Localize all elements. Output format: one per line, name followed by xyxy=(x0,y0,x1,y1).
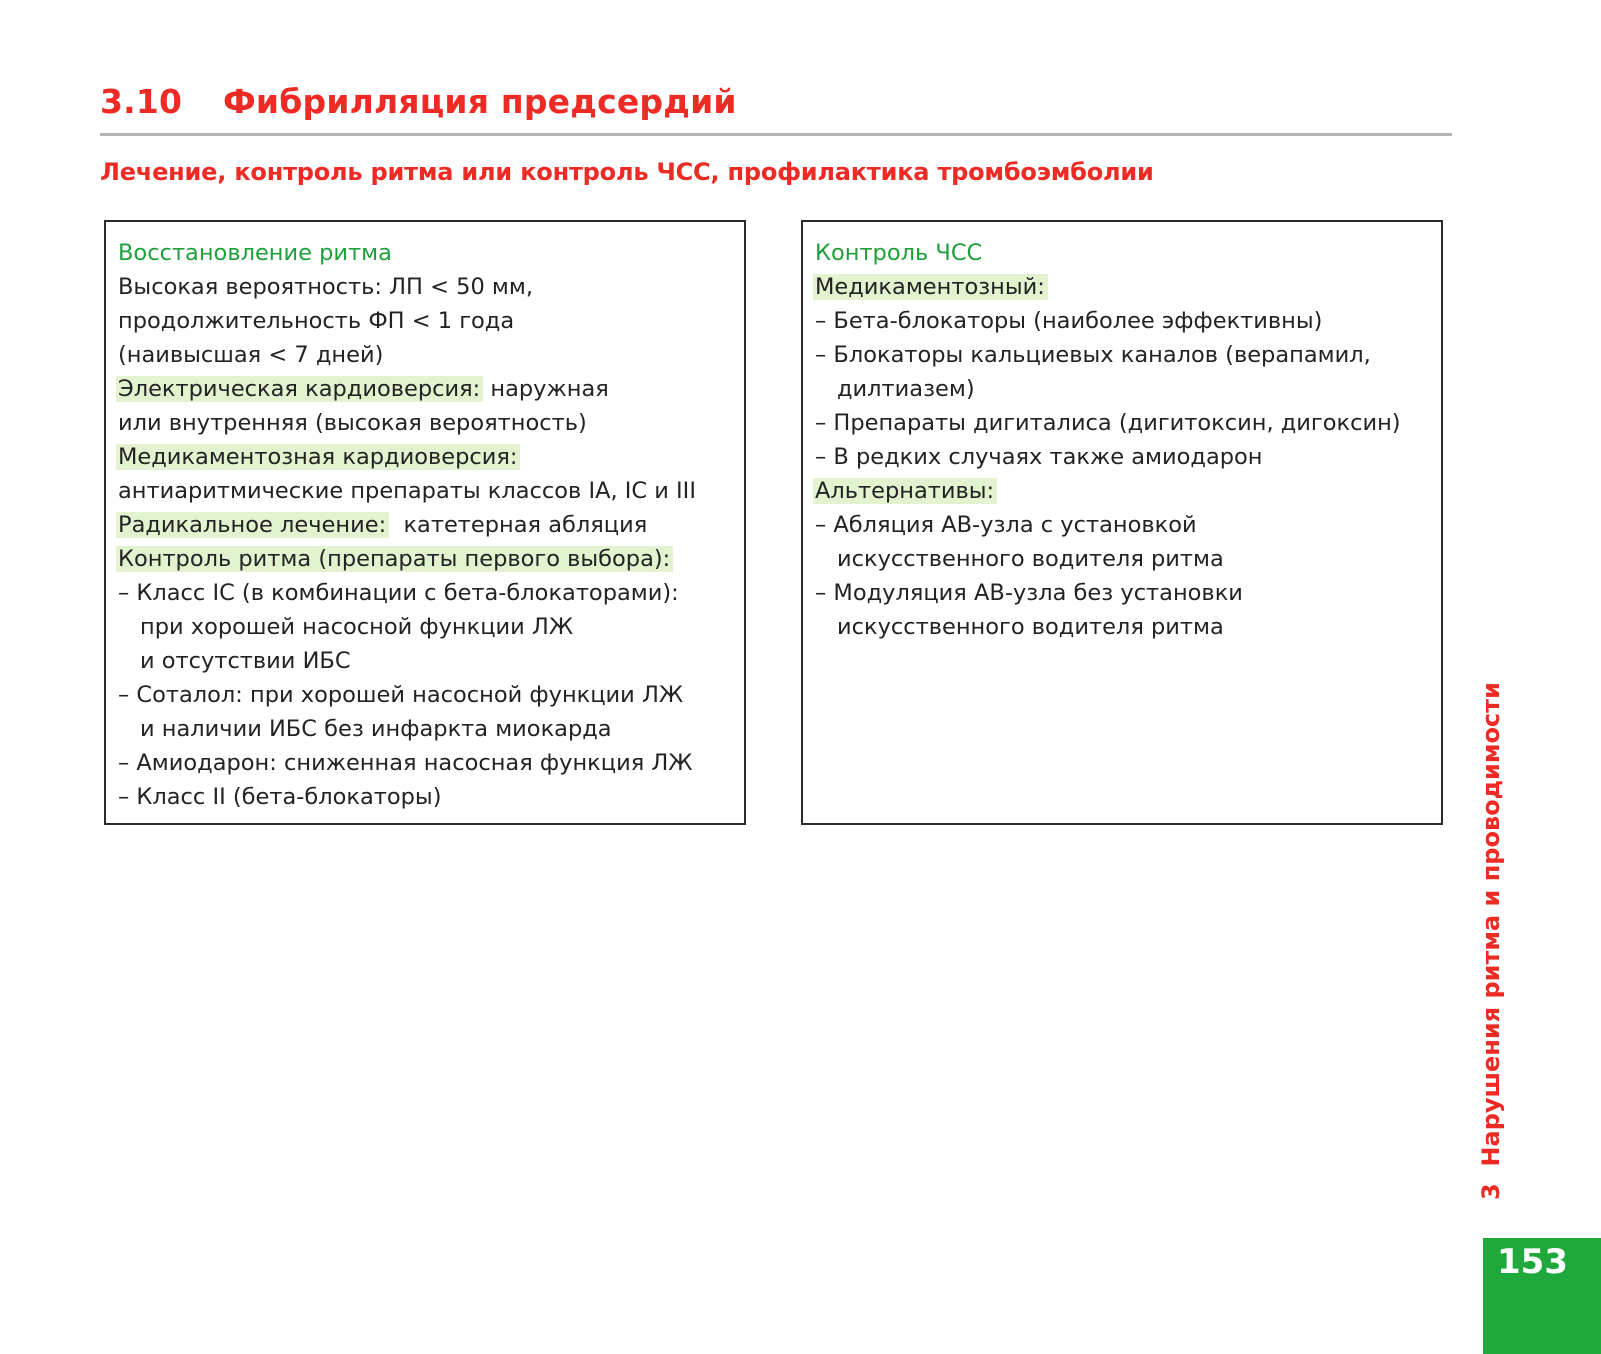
box-heading: Восстановление ритма xyxy=(118,240,392,266)
highlight-label: Альтернативы: xyxy=(813,478,997,504)
rhythm-restoration-box xyxy=(104,220,746,825)
text-line xyxy=(815,270,1431,304)
section-title-text: Фибрилляция предсердий xyxy=(223,82,737,121)
text-line xyxy=(118,440,734,474)
chapter-number: 3 xyxy=(1477,1183,1505,1200)
list-item: – Абляция АВ-узла с установкой xyxy=(815,512,1197,538)
text-line xyxy=(118,372,734,406)
list-item-cont: искусственного водителя ритма xyxy=(837,614,1224,640)
text-line: Высокая вероятность: ЛП < 50 мм, xyxy=(118,274,534,300)
rate-control-box xyxy=(801,220,1443,825)
list-item: – Блокаторы кальциевых каналов (верапамил, xyxy=(815,342,1371,368)
text-line: (наивысшая < 7 дней) xyxy=(118,342,384,368)
list-item-cont: дилтиазем) xyxy=(837,376,975,402)
list-item: – Соталол: при хорошей насосной функции ЛЖ xyxy=(118,682,684,708)
list-item: – Препараты дигиталиса (дигитоксин, дигоксин) xyxy=(815,410,1401,436)
list-item-cont: и отсутствии ИБС xyxy=(140,648,351,674)
page-number: 153 xyxy=(1497,1242,1568,1282)
inline-text: катетерная абляция xyxy=(389,512,648,538)
list-item-cont: при хорошей насосной функции ЛЖ xyxy=(140,614,574,640)
title-divider xyxy=(100,133,1452,136)
section-number: 3.10 xyxy=(100,82,183,121)
chapter-side-tab xyxy=(1476,682,1506,1200)
inline-text: наружная xyxy=(483,376,609,402)
box-heading: Контроль ЧСС xyxy=(815,240,983,266)
text-line xyxy=(815,474,1431,508)
list-item: – В редких случаях также амиодарон xyxy=(815,444,1263,470)
list-item-cont: и наличии ИБС без инфаркта миокарда xyxy=(140,716,612,742)
highlight-label: Медикаментозная кардиоверсия: xyxy=(116,444,520,470)
section-title xyxy=(100,82,737,121)
list-item-cont: искусственного водителя ритма xyxy=(837,546,1224,572)
list-item: – Амиодарон: сниженная насосная функция ЛЖ xyxy=(118,750,693,776)
list-item: – Модуляция АВ-узла без установки xyxy=(815,580,1243,606)
text-line: продолжительность ФП < 1 года xyxy=(118,308,515,334)
text-line xyxy=(118,508,734,542)
highlight-label: Электрическая кардиоверсия: xyxy=(116,376,483,402)
highlight-label: Радикальное лечение: xyxy=(116,512,389,538)
highlight-label: Медикаментозный: xyxy=(813,274,1048,300)
page-number-tab xyxy=(1483,1238,1601,1354)
text-line: антиаритмические препараты классов IA, IC и III xyxy=(118,478,696,504)
text-line xyxy=(118,542,734,576)
page-subtitle: Лечение, контроль ритма или контроль ЧСС, профилактика тромбоэмболии xyxy=(100,158,1154,186)
highlight-label: Контроль ритма (препараты первого выбора): xyxy=(116,546,673,572)
list-item: – Класс II (бета-блокаторы) xyxy=(118,784,442,810)
list-item: – Бета-блокаторы (наиболее эффективны) xyxy=(815,308,1323,334)
text-line: или внутренняя (высокая вероятность) xyxy=(118,410,587,436)
list-item: – Класс IC (в комбинации с бета-блокаторами): xyxy=(118,580,679,606)
chapter-title: Нарушения ритма и проводимости xyxy=(1477,682,1505,1167)
